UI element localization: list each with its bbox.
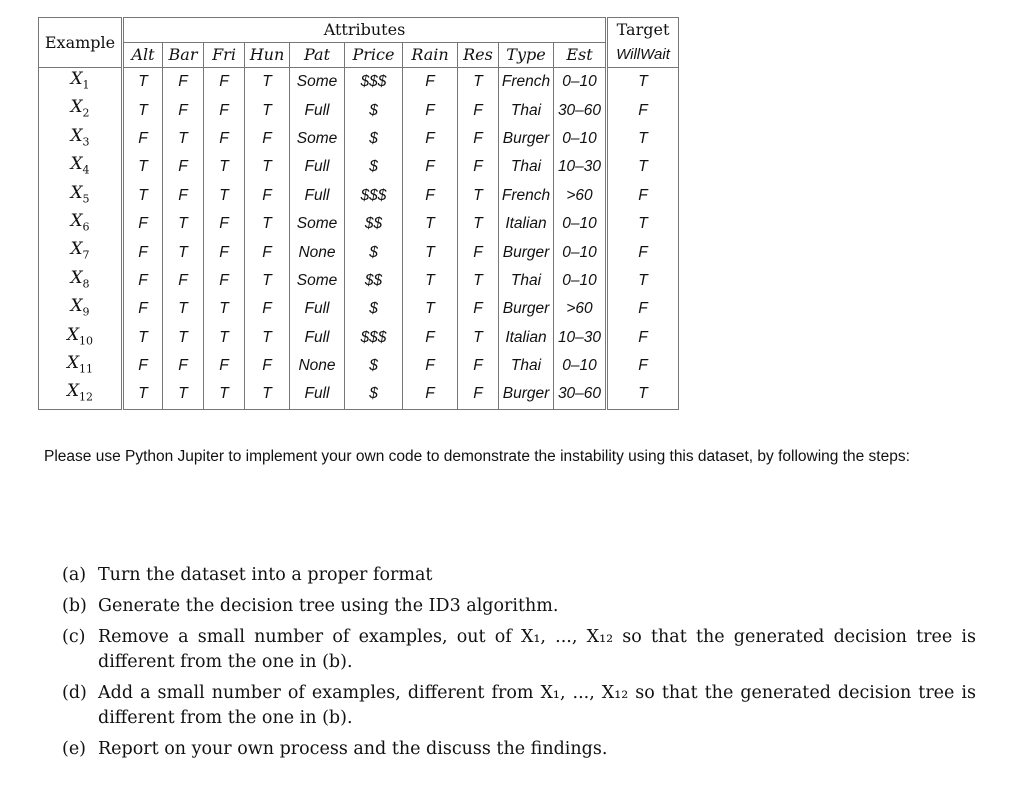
cell-pat: None bbox=[290, 238, 345, 266]
attributes-header: Attributes bbox=[123, 18, 607, 43]
table-row bbox=[39, 153, 679, 181]
cell-willwait: T bbox=[607, 153, 679, 181]
cell-est: 10–30 bbox=[554, 153, 607, 181]
cell-pat: Full bbox=[290, 295, 345, 323]
table-row bbox=[39, 324, 679, 352]
example-id bbox=[39, 182, 123, 210]
cell-alt: F bbox=[138, 271, 148, 289]
cell-est: 0–10 bbox=[554, 68, 607, 97]
example-id bbox=[39, 68, 123, 97]
cell-rain: F bbox=[403, 68, 458, 97]
cell-res: T bbox=[458, 182, 499, 210]
cell-est: 0–10 bbox=[554, 267, 607, 295]
cell-price: $ bbox=[345, 238, 403, 266]
cell-price: $$$ bbox=[345, 68, 403, 97]
example-id bbox=[39, 210, 123, 238]
example-id-letter: X bbox=[70, 182, 83, 203]
cell-alt: F bbox=[138, 129, 148, 147]
cell-fri: F bbox=[204, 96, 245, 124]
example-id-number: 11 bbox=[79, 362, 94, 376]
cell-type: Thai bbox=[499, 352, 554, 380]
cell-est: 10–30 bbox=[554, 324, 607, 352]
step-label: (d) bbox=[62, 683, 87, 703]
cell-type: Burger bbox=[499, 125, 554, 153]
cell-rain: F bbox=[403, 125, 458, 153]
example-id-number: 1 bbox=[82, 78, 90, 92]
cell-est: 0–10 bbox=[554, 352, 607, 380]
example-id-number: 4 bbox=[82, 163, 90, 177]
cell-rain: F bbox=[403, 380, 458, 409]
cell-fri: F bbox=[204, 238, 245, 266]
table-row bbox=[39, 96, 679, 124]
example-id-letter: X bbox=[70, 267, 83, 288]
cell-hun: F bbox=[245, 295, 290, 323]
cell-res: F bbox=[458, 380, 499, 409]
cell-res: F bbox=[458, 352, 499, 380]
cell-fri: T bbox=[204, 182, 245, 210]
cell-res: F bbox=[458, 238, 499, 266]
cell-bar: F bbox=[163, 267, 204, 295]
dataset-table bbox=[38, 17, 679, 410]
example-id-letter: X bbox=[66, 352, 80, 373]
example-id-letter: X bbox=[70, 296, 83, 317]
cell-bar: F bbox=[163, 153, 204, 181]
cell-hun: T bbox=[245, 380, 290, 409]
target-header: Target bbox=[607, 18, 679, 43]
cell-alt: T bbox=[138, 101, 148, 119]
cell-willwait: T bbox=[607, 210, 679, 238]
attribute-header-rain: Rain bbox=[403, 43, 458, 68]
cell-price: $$$ bbox=[345, 324, 403, 352]
attribute-header-est: Est bbox=[554, 43, 607, 68]
cell-hun: F bbox=[245, 238, 290, 266]
example-id-number: 5 bbox=[82, 191, 90, 205]
cell-alt: F bbox=[138, 300, 148, 318]
cell-est: 0–10 bbox=[554, 238, 607, 266]
cell-alt: F bbox=[138, 243, 148, 261]
cell-rain: T bbox=[403, 267, 458, 295]
cell-hun: T bbox=[245, 267, 290, 295]
cell-price: $$$ bbox=[345, 182, 403, 210]
cell-bar: T bbox=[163, 125, 204, 153]
cell-est: >60 bbox=[554, 182, 607, 210]
cell-bar: T bbox=[163, 238, 204, 266]
cell-fri: T bbox=[204, 295, 245, 323]
cell-est: >60 bbox=[554, 295, 607, 323]
cell-price: $$ bbox=[345, 210, 403, 238]
example-id-letter: X bbox=[70, 125, 83, 146]
step-label: (c) bbox=[62, 627, 86, 647]
cell-fri: F bbox=[204, 352, 245, 380]
cell-alt: T bbox=[138, 186, 148, 204]
example-id bbox=[39, 153, 123, 181]
cell-pat: Full bbox=[290, 380, 345, 409]
table-row bbox=[39, 182, 679, 210]
cell-rain: F bbox=[403, 182, 458, 210]
example-id-number: 3 bbox=[82, 135, 90, 149]
cell-est: 30–60 bbox=[554, 96, 607, 124]
example-header: Example bbox=[39, 18, 123, 68]
example-id-letter: X bbox=[66, 381, 80, 402]
attribute-header-res: Res bbox=[458, 43, 499, 68]
cell-bar: T bbox=[163, 295, 204, 323]
example-id-number: 6 bbox=[82, 220, 90, 234]
example-id-letter: X bbox=[70, 97, 83, 118]
step-label: (a) bbox=[62, 565, 87, 585]
cell-bar: F bbox=[163, 182, 204, 210]
cell-bar: T bbox=[163, 210, 204, 238]
cell-hun: F bbox=[245, 352, 290, 380]
cell-alt: T bbox=[138, 158, 148, 176]
cell-pat: None bbox=[290, 352, 345, 380]
cell-price: $ bbox=[345, 352, 403, 380]
example-id bbox=[39, 96, 123, 124]
attribute-header-type: Type bbox=[499, 43, 554, 68]
example-id-letter: X bbox=[66, 324, 80, 345]
cell-type: Italian bbox=[499, 210, 554, 238]
example-id bbox=[39, 295, 123, 323]
cell-price: $ bbox=[345, 96, 403, 124]
step-text: Report on your own process and the discuss the findings. bbox=[98, 739, 608, 759]
cell-price: $ bbox=[345, 380, 403, 409]
example-id-number: 10 bbox=[79, 333, 94, 347]
cell-hun: T bbox=[245, 68, 290, 97]
step-item bbox=[62, 594, 976, 619]
example-id-letter: X bbox=[70, 239, 83, 260]
cell-type: Burger bbox=[499, 380, 554, 409]
cell-willwait: T bbox=[607, 380, 679, 409]
cell-est: 30–60 bbox=[554, 380, 607, 409]
attribute-header-pat: Pat bbox=[290, 43, 345, 68]
cell-alt: T bbox=[138, 73, 148, 91]
example-id-letter: X bbox=[70, 69, 83, 89]
cell-res: F bbox=[458, 153, 499, 181]
cell-pat: Some bbox=[290, 68, 345, 97]
cell-res: F bbox=[458, 125, 499, 153]
cell-fri: T bbox=[204, 380, 245, 409]
table-row bbox=[39, 68, 679, 97]
cell-willwait: F bbox=[607, 324, 679, 352]
cell-willwait: F bbox=[607, 96, 679, 124]
cell-willwait: F bbox=[607, 295, 679, 323]
cell-fri: T bbox=[204, 153, 245, 181]
example-id bbox=[39, 238, 123, 266]
cell-bar: F bbox=[163, 96, 204, 124]
table-row bbox=[39, 352, 679, 380]
cell-price: $$ bbox=[345, 267, 403, 295]
cell-bar: T bbox=[163, 380, 204, 409]
step-label: (e) bbox=[62, 739, 87, 759]
cell-willwait: T bbox=[607, 125, 679, 153]
example-id-letter: X bbox=[70, 154, 83, 175]
cell-alt: F bbox=[138, 215, 148, 233]
cell-price: $ bbox=[345, 125, 403, 153]
cell-res: T bbox=[458, 267, 499, 295]
cell-rain: T bbox=[403, 210, 458, 238]
cell-hun: T bbox=[245, 96, 290, 124]
cell-willwait: F bbox=[607, 238, 679, 266]
step-item bbox=[62, 563, 976, 588]
cell-rain: T bbox=[403, 295, 458, 323]
cell-alt: T bbox=[138, 328, 148, 346]
target-name-header: WillWait bbox=[607, 43, 679, 68]
cell-rain: F bbox=[403, 153, 458, 181]
cell-alt: T bbox=[123, 380, 163, 409]
step-text: Generate the decision tree using the ID3 algorithm. bbox=[98, 596, 559, 616]
cell-pat: Some bbox=[290, 210, 345, 238]
cell-rain: T bbox=[403, 238, 458, 266]
cell-pat: Some bbox=[290, 125, 345, 153]
cell-bar: F bbox=[163, 352, 204, 380]
step-text: Add a small number of examples, different from X₁, ..., X₁₂ so that the generated decision tree is different from the one in (b). bbox=[98, 683, 976, 728]
cell-fri: F bbox=[204, 267, 245, 295]
step-label: (b) bbox=[62, 596, 87, 616]
cell-est: 0–10 bbox=[554, 210, 607, 238]
step-item bbox=[62, 625, 976, 675]
example-id-number: 7 bbox=[82, 248, 90, 262]
cell-pat: Full bbox=[290, 96, 345, 124]
table-body bbox=[39, 68, 679, 410]
cell-bar: F bbox=[163, 68, 204, 97]
attribute-header-fri: Fri bbox=[204, 43, 245, 68]
cell-hun: T bbox=[245, 210, 290, 238]
table-row bbox=[39, 210, 679, 238]
cell-type: French bbox=[499, 182, 554, 210]
cell-fri: F bbox=[204, 210, 245, 238]
example-id-number: 12 bbox=[79, 390, 94, 404]
cell-res: F bbox=[458, 96, 499, 124]
cell-fri: T bbox=[204, 324, 245, 352]
example-id bbox=[39, 125, 123, 153]
cell-type: Italian bbox=[499, 324, 554, 352]
cell-est: 0–10 bbox=[554, 125, 607, 153]
example-id bbox=[39, 380, 123, 409]
cell-willwait: T bbox=[607, 68, 679, 97]
cell-pat: Some bbox=[290, 267, 345, 295]
step-item bbox=[62, 681, 976, 731]
cell-pat: Full bbox=[290, 182, 345, 210]
cell-bar: T bbox=[163, 324, 204, 352]
cell-price: $ bbox=[345, 153, 403, 181]
attribute-header-alt: Alt bbox=[123, 43, 163, 68]
example-id-letter: X bbox=[70, 210, 83, 231]
cell-alt: F bbox=[138, 357, 148, 375]
attribute-header-bar: Bar bbox=[163, 43, 204, 68]
example-id-number: 8 bbox=[82, 277, 90, 291]
step-item bbox=[62, 737, 976, 762]
cell-res: T bbox=[458, 68, 499, 97]
cell-hun: F bbox=[245, 125, 290, 153]
cell-hun: T bbox=[245, 153, 290, 181]
steps-list bbox=[62, 563, 976, 768]
cell-type: Burger bbox=[499, 238, 554, 266]
cell-rain: F bbox=[403, 96, 458, 124]
cell-pat: Full bbox=[290, 153, 345, 181]
table-row bbox=[39, 238, 679, 266]
step-text: Turn the dataset into a proper format bbox=[98, 565, 433, 585]
cell-rain: F bbox=[403, 324, 458, 352]
cell-type: French bbox=[499, 68, 554, 97]
cell-fri: F bbox=[204, 68, 245, 97]
table-row bbox=[39, 125, 679, 153]
cell-type: Thai bbox=[499, 96, 554, 124]
cell-fri: F bbox=[204, 125, 245, 153]
cell-willwait: T bbox=[607, 267, 679, 295]
cell-willwait: F bbox=[607, 352, 679, 380]
instruction-text: Please use Python Jupiter to implement your own code to demonstrate the instability using this dataset, by following the steps: bbox=[44, 448, 910, 465]
attribute-header-price: Price bbox=[345, 43, 403, 68]
example-id bbox=[39, 352, 123, 380]
cell-type: Thai bbox=[499, 267, 554, 295]
cell-rain: F bbox=[403, 352, 458, 380]
attribute-header-hun: Hun bbox=[245, 43, 290, 68]
cell-res: T bbox=[458, 324, 499, 352]
cell-type: Burger bbox=[499, 295, 554, 323]
step-text: Remove a small number of examples, out of X₁, ..., X₁₂ so that the generated decision tree is different from the one in (b). bbox=[98, 627, 976, 672]
cell-hun: T bbox=[245, 324, 290, 352]
example-id-number: 9 bbox=[82, 305, 90, 319]
cell-price: $ bbox=[345, 295, 403, 323]
example-id-number: 2 bbox=[82, 106, 90, 120]
cell-res: T bbox=[458, 210, 499, 238]
example-id bbox=[39, 324, 123, 352]
cell-hun: F bbox=[245, 182, 290, 210]
cell-willwait: F bbox=[607, 182, 679, 210]
cell-pat: Full bbox=[290, 324, 345, 352]
cell-res: F bbox=[458, 295, 499, 323]
table-row bbox=[39, 295, 679, 323]
table-row bbox=[39, 267, 679, 295]
example-id bbox=[39, 267, 123, 295]
cell-type: Thai bbox=[499, 153, 554, 181]
table-row bbox=[39, 380, 679, 409]
